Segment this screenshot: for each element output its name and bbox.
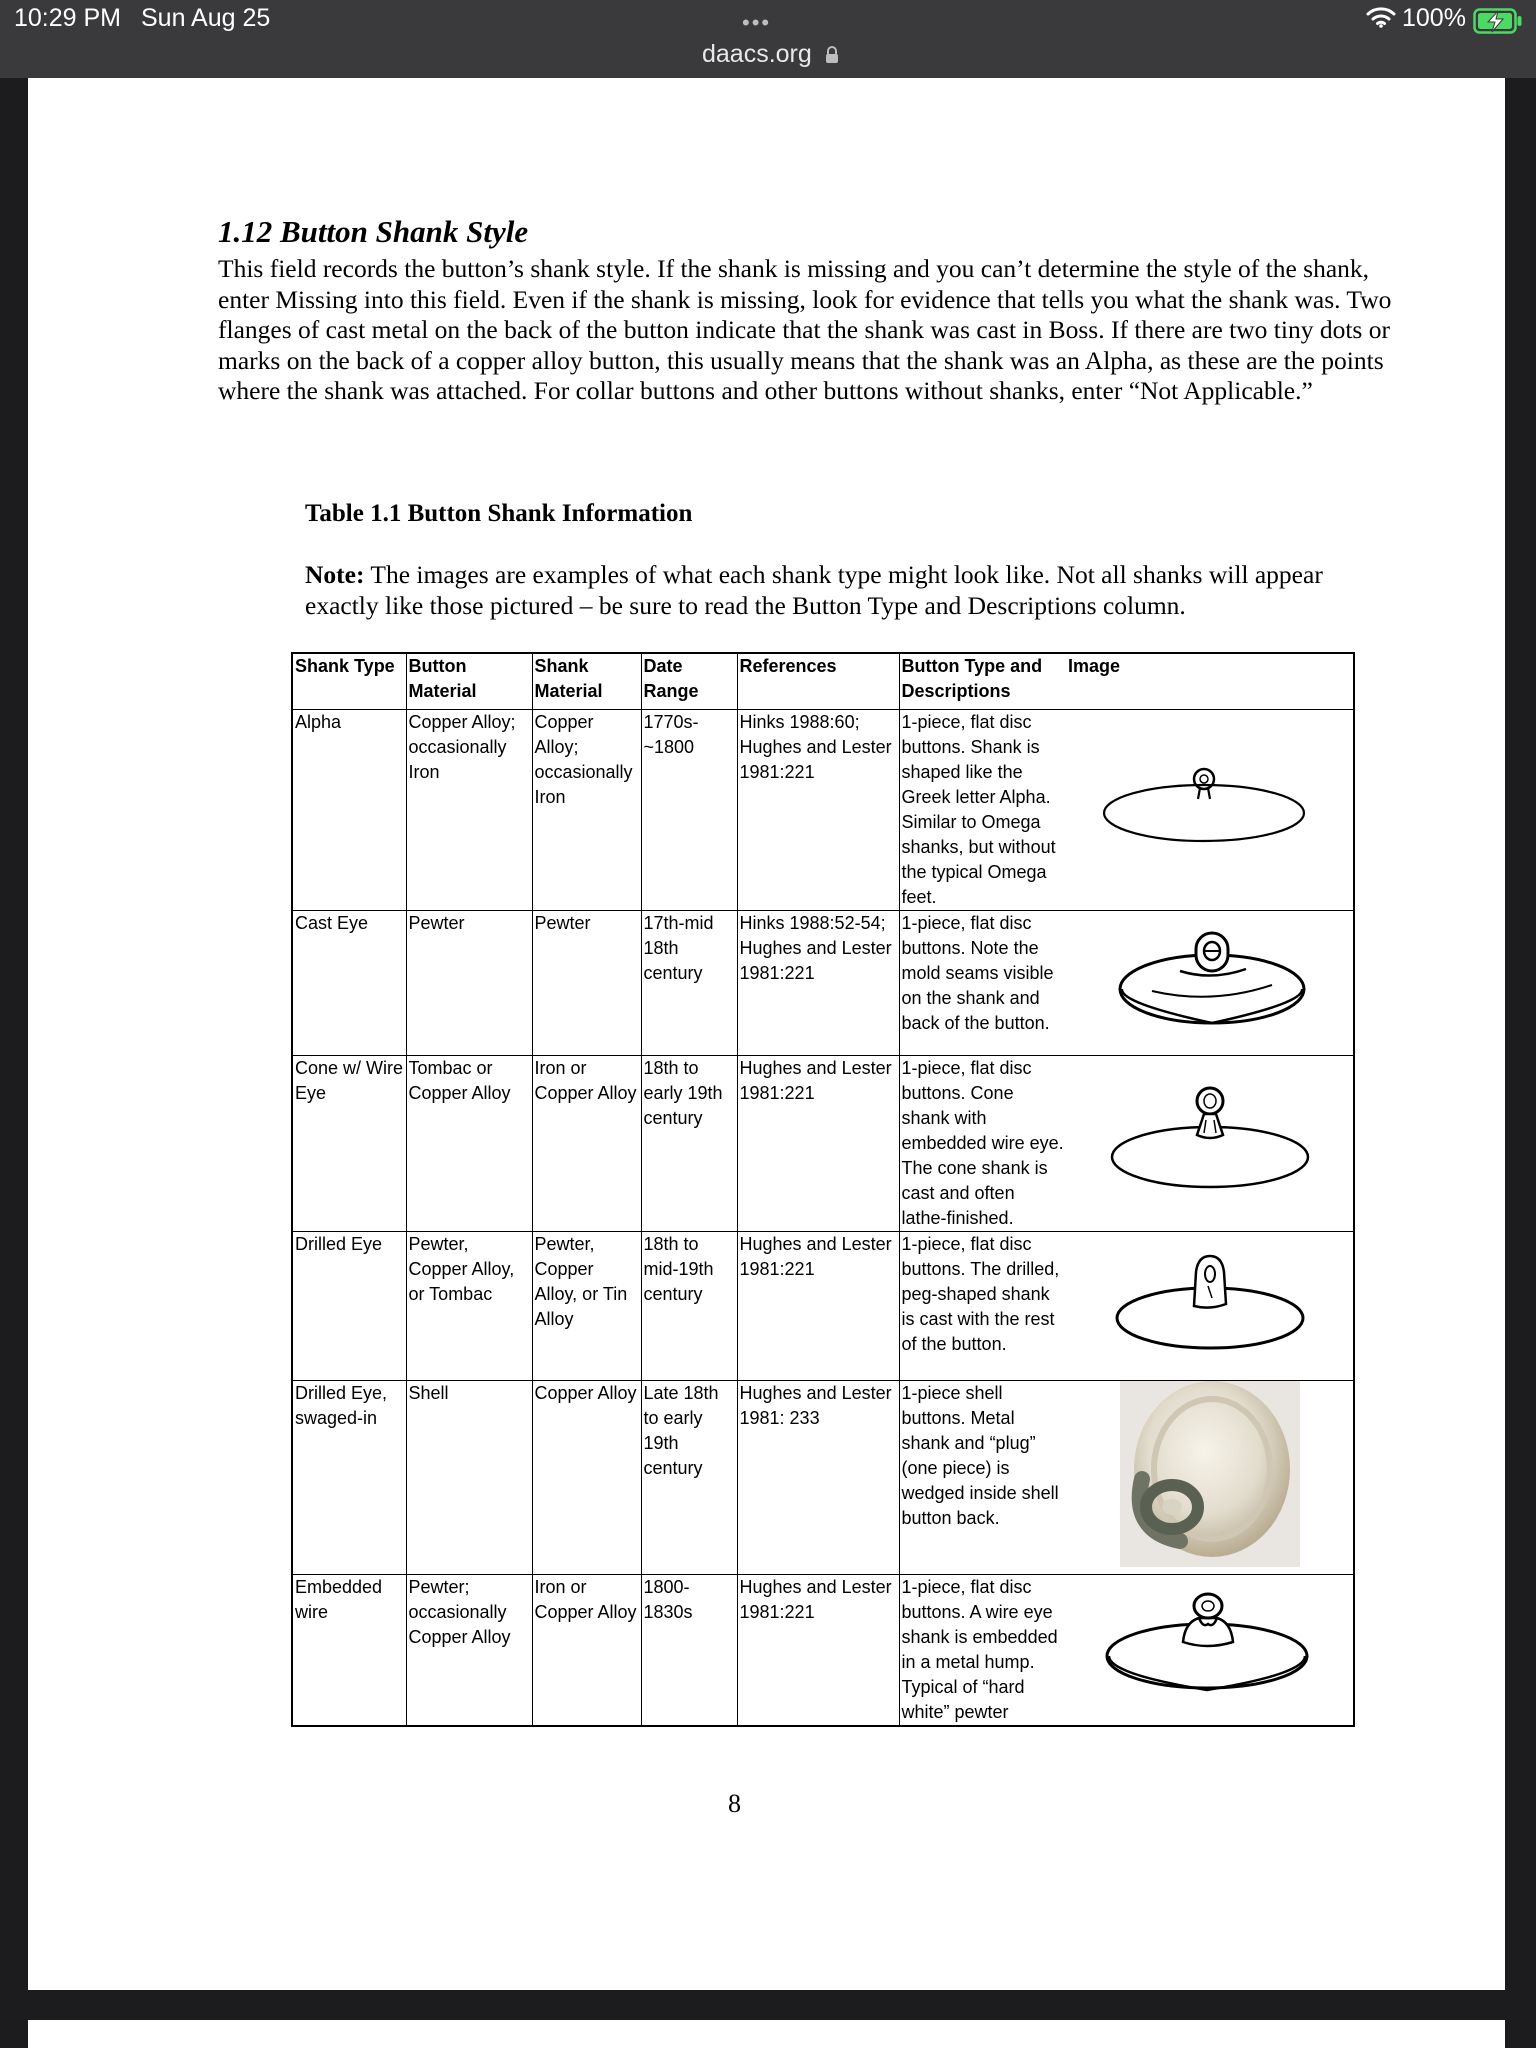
alpha-shank-button-drawing bbox=[1100, 751, 1320, 861]
wifi-icon bbox=[1366, 6, 1396, 28]
cell-description: 1-piece shell buttons. Metal shank and “plug” (one piece) is wedged inside shell button back. bbox=[899, 1380, 1066, 1574]
cell-button-material: Pewter; occasionally Copper Alloy bbox=[406, 1574, 532, 1726]
cell-date-range: 17th-mid 18th century bbox=[641, 910, 737, 1055]
cell-date-range: 1800-1830s bbox=[641, 1574, 737, 1726]
cell-shank-material: Iron or Copper Alloy bbox=[532, 1574, 641, 1726]
cell-date-range: 18th to mid-19th century bbox=[641, 1231, 737, 1380]
cell-shank-material: Pewter bbox=[532, 910, 641, 1055]
cell-description: 1-piece, flat disc buttons. Cone shank with embedded wire eye. The cone shank is cast and often lathe-finished. bbox=[899, 1055, 1066, 1231]
table-row bbox=[292, 1055, 1354, 1231]
cell-shank-material: Iron or Copper Alloy bbox=[532, 1055, 641, 1231]
cell-shank-material: Pewter, Copper Alloy, or Tin Alloy bbox=[532, 1231, 641, 1380]
table-title: Table 1.1 Button Shank Information bbox=[305, 500, 693, 527]
table-row bbox=[292, 1380, 1354, 1574]
cell-references: Hughes and Lester 1981:221 bbox=[737, 1055, 899, 1231]
drilled-eye-button-drawing bbox=[1100, 1242, 1320, 1362]
cell-shank-type: Embedded wire bbox=[292, 1574, 406, 1726]
table-header-row bbox=[292, 653, 1354, 709]
header-button-material: Button Material bbox=[406, 653, 532, 709]
cell-references: Hughes and Lester 1981:221 bbox=[737, 1574, 899, 1726]
cell-shank-material: Copper Alloy; occasionally Iron bbox=[532, 709, 641, 910]
cell-shank-type: Drilled Eye bbox=[292, 1231, 406, 1380]
cell-date-range: 1770s-~1800 bbox=[641, 709, 737, 910]
header-references: References bbox=[737, 653, 899, 709]
battery-percent: 100% bbox=[1402, 4, 1466, 32]
cell-image bbox=[1066, 1574, 1354, 1726]
cast-eye-shank-button-drawing bbox=[1100, 919, 1320, 1039]
header-image: Image bbox=[1066, 653, 1354, 709]
embedded-wire-button-drawing bbox=[1095, 1584, 1325, 1708]
cell-image bbox=[1066, 910, 1354, 1055]
lock-icon bbox=[825, 46, 839, 64]
cell-shank-type: Alpha bbox=[292, 709, 406, 910]
cell-button-material: Tombac or Copper Alloy bbox=[406, 1055, 532, 1231]
cell-image bbox=[1066, 1231, 1354, 1380]
section-heading: 1.12 Button Shank Style bbox=[218, 214, 529, 249]
cell-shank-type: Drilled Eye, swaged-in bbox=[292, 1380, 406, 1574]
status-date: Sun Aug 25 bbox=[141, 4, 271, 32]
note-text: The images are examples of what each shank type might look like. Not all shanks will appear exactly like those pictured – be sure to read the Button Type and Descriptions column. bbox=[305, 560, 1323, 620]
status-bar bbox=[0, 0, 1536, 78]
cell-description: 1-piece, flat disc buttons. Note the mold seams visible on the shank and back of the button. bbox=[899, 910, 1066, 1055]
table-note bbox=[305, 560, 1385, 621]
cell-image bbox=[1066, 1055, 1354, 1231]
cell-references: Hughes and Lester 1981: 233 bbox=[737, 1380, 899, 1574]
cone-wire-eye-button-drawing bbox=[1100, 1075, 1320, 1205]
cell-button-material: Pewter, Copper Alloy, or Tombac bbox=[406, 1231, 532, 1380]
cell-image bbox=[1066, 1380, 1354, 1574]
header-shank-material: Shank Material bbox=[532, 653, 641, 709]
table-row bbox=[292, 910, 1354, 1055]
table-row bbox=[292, 709, 1354, 910]
cell-button-material: Shell bbox=[406, 1380, 532, 1574]
shell-button-photo bbox=[1120, 1381, 1300, 1567]
cell-description: 1-piece, flat disc buttons. A wire eye shank is embedded in a metal hump. Typical of “hard white” pewter bbox=[899, 1574, 1066, 1726]
cell-button-material: Pewter bbox=[406, 910, 532, 1055]
cell-description: 1-piece, flat disc buttons. Shank is shaped like the Greek letter Alpha. Similar to Omega shanks, but without the typical Omega feet. bbox=[899, 709, 1066, 910]
cell-references: Hinks 1988:60; Hughes and Lester 1981:221 bbox=[737, 709, 899, 910]
shank-table bbox=[291, 652, 1355, 1727]
page-number: 8 bbox=[728, 1789, 741, 1818]
note-label: Note: bbox=[305, 560, 365, 589]
cell-shank-material: Copper Alloy bbox=[532, 1380, 641, 1574]
table-row bbox=[292, 1231, 1354, 1380]
cell-description: 1-piece, flat disc buttons. The drilled, peg-shaped shank is cast with the rest of the button. bbox=[899, 1231, 1066, 1380]
address-bar[interactable] bbox=[702, 40, 839, 69]
cell-button-material: Copper Alloy; occasionally Iron bbox=[406, 709, 532, 910]
multitask-dots-icon[interactable]: ••• bbox=[742, 10, 772, 35]
status-time: 10:29 PM bbox=[14, 4, 122, 32]
cell-image bbox=[1066, 709, 1354, 910]
table-row bbox=[292, 1574, 1354, 1726]
cell-date-range: 18th to early 19th century bbox=[641, 1055, 737, 1231]
intro-paragraph: This field records the button’s shank style. If the shank is missing and you can’t determine the style of the shank, enter Missing into this field. Even if the shank is missing, look for evidence that tells you what the shank was. Two flanges of cast metal on the back of the button indicate that the shank was cast in Boss. If there are two tiny dots or marks on the back of a copper alloy button, this usually means that the shank was an Alpha, as these are the points where the shank was attached. For collar buttons and other buttons without shanks, enter “Not Applicable.” bbox=[218, 254, 1392, 405]
cell-references: Hughes and Lester 1981:221 bbox=[737, 1231, 899, 1380]
cell-date-range: Late 18th to early 19th century bbox=[641, 1380, 737, 1574]
cell-references: Hinks 1988:52-54; Hughes and Lester 1981:221 bbox=[737, 910, 899, 1055]
header-button-type: Button Type and Descriptions bbox=[899, 653, 1066, 709]
cell-shank-type: Cone w/ Wire Eye bbox=[292, 1055, 406, 1231]
url-text: daacs.org bbox=[702, 40, 812, 68]
next-document-page[interactable] bbox=[28, 2020, 1505, 2048]
header-shank-type: Shank Type bbox=[292, 653, 406, 709]
battery-charging-icon bbox=[1473, 8, 1523, 34]
cell-shank-type: Cast Eye bbox=[292, 910, 406, 1055]
header-date-range: Date Range bbox=[641, 653, 737, 709]
